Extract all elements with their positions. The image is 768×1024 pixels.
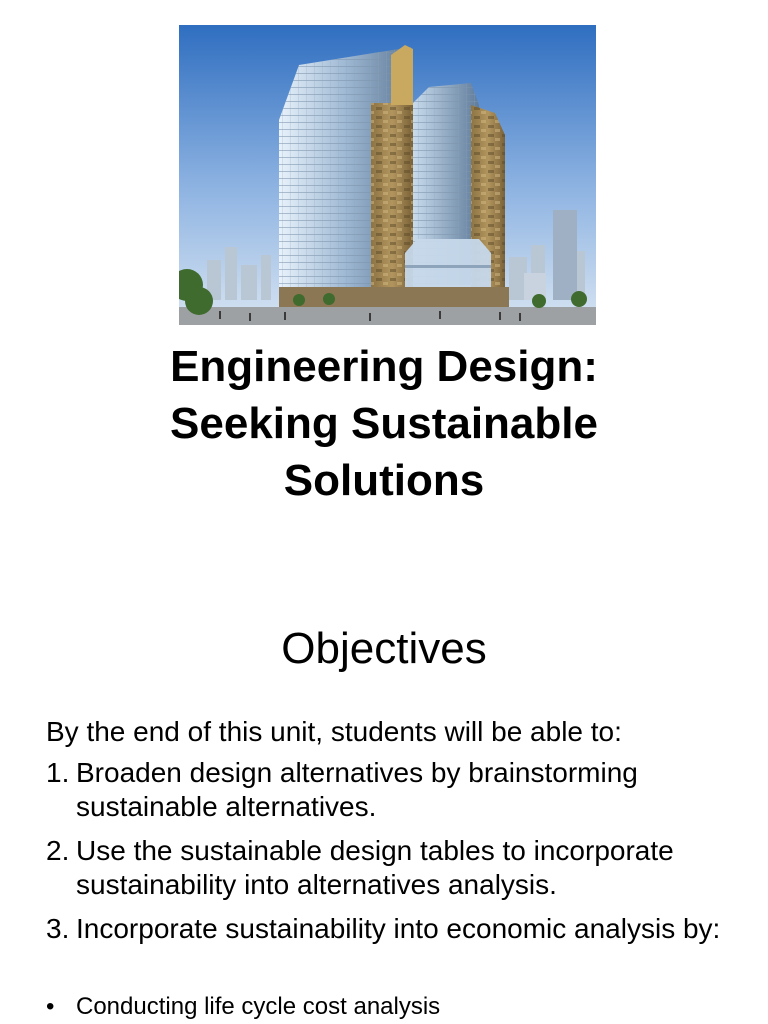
bullet-text: Conducting life cycle cost analysis: [76, 993, 441, 1020]
objective-number: 2.: [46, 835, 70, 866]
objectives-list: [46, 756, 746, 956]
title-line: Seeking Sustainable: [170, 399, 598, 448]
title-line: Engineering Design:: [170, 342, 598, 391]
objective-item: [46, 834, 746, 902]
objective-text: Incorporate sustainability into economic analysis by:: [76, 913, 721, 944]
objective-item: [46, 912, 746, 946]
building-photo: [179, 25, 596, 325]
slide-title: [0, 338, 768, 509]
building-illustration: [179, 25, 596, 325]
bullet-symbol: •: [46, 993, 55, 1020]
objectives-intro: By the end of this unit, students will be able to:: [46, 716, 622, 747]
objectives-slide: [0, 600, 768, 1024]
title-line: Solutions: [283, 456, 485, 505]
objective-text: Broaden design alternatives by brainstorming sustainable alternatives.: [76, 757, 638, 822]
objectives-heading: Objectives: [281, 624, 487, 673]
objective-number: 1.: [46, 757, 70, 788]
objective-item: [46, 756, 746, 824]
objective-number: 3.: [46, 913, 70, 944]
bullet-item: [46, 992, 440, 1022]
objective-text: Use the sustainable design tables to incorporate sustainability into alternatives analysis.: [76, 835, 674, 900]
